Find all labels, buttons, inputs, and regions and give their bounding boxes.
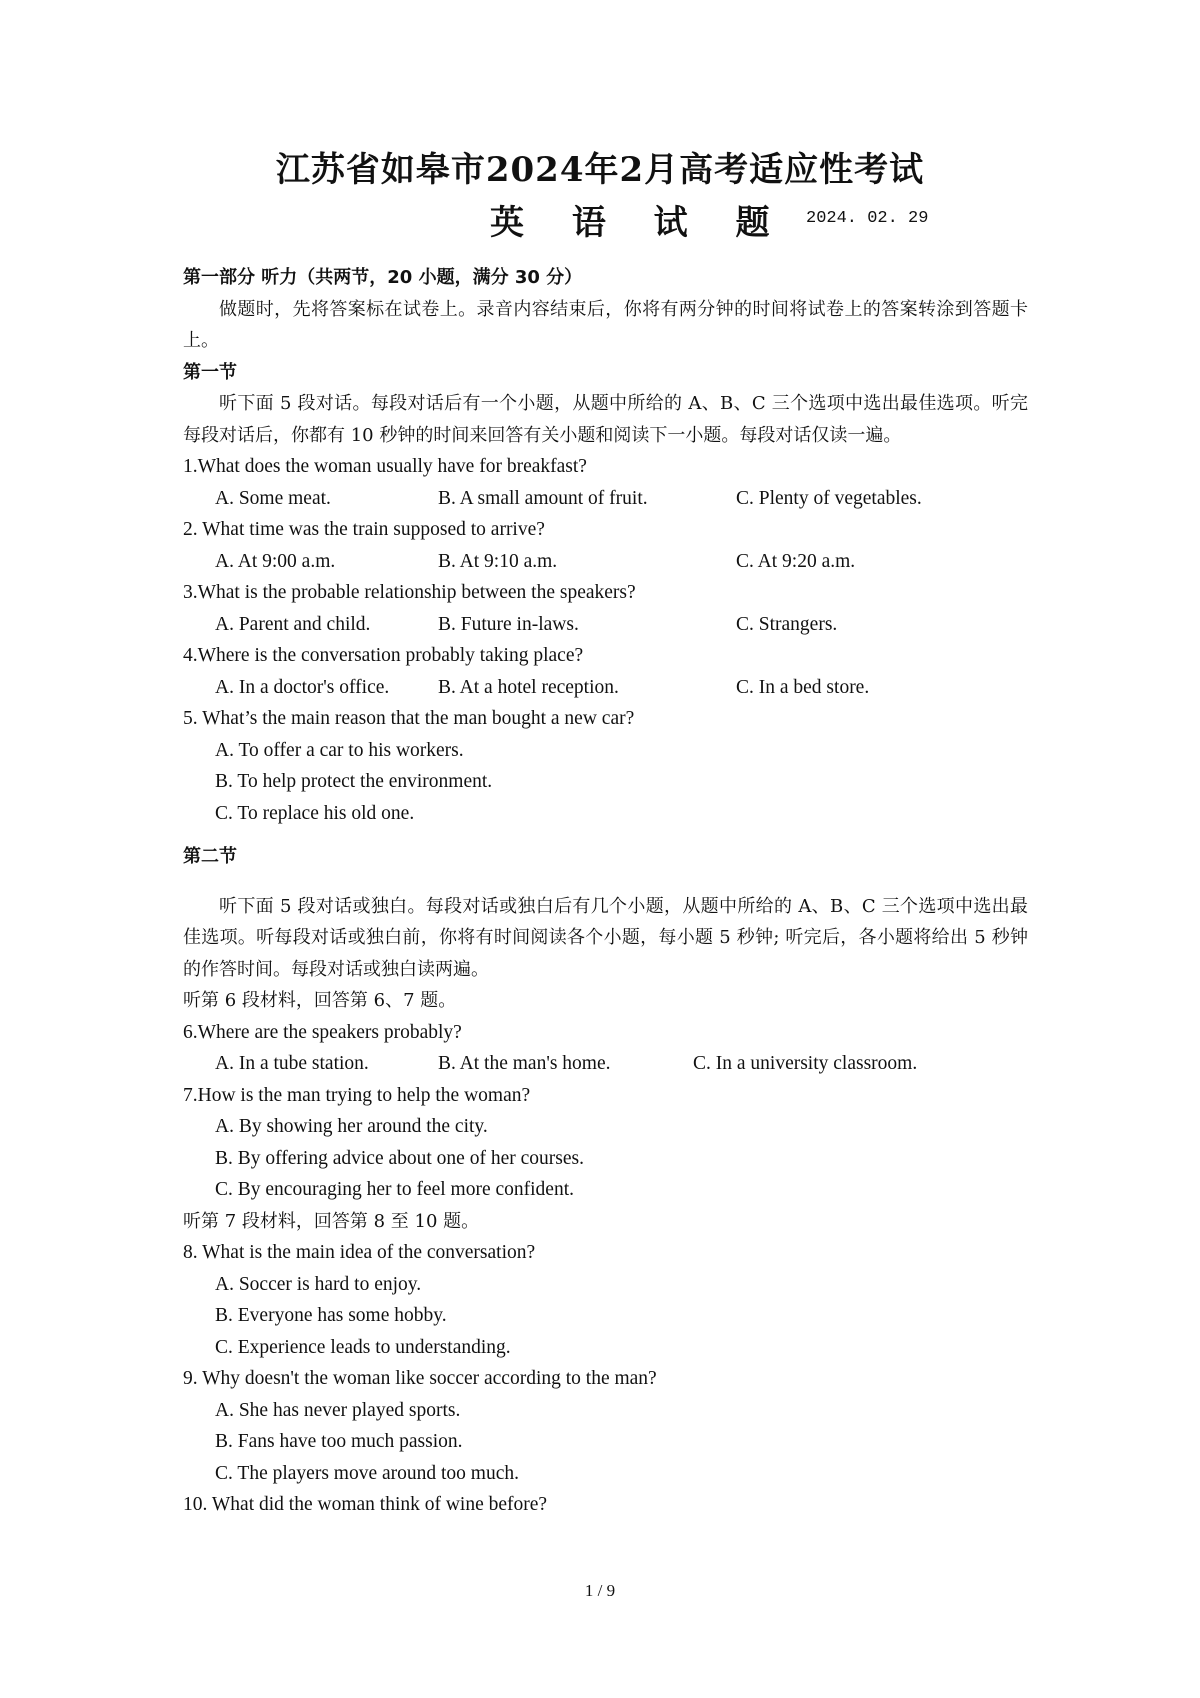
section2-instruction: 听下面 5 段对话或独白。每段对话或独白后有几个小题，从题中所给的 A、B、C 三个选项中选出最佳选项。听每段对话或独白前，你将有时间阅读各个小题，每小题 5 秒钟; 听完后，各小题将给出 5 秒钟的作答时间。每段对话或独白读两遍。 (183, 895, 1028, 980)
part1-heading: 第一部分 听力（共两节，20 小题，满分 30 分） (183, 267, 583, 288)
question-4-options (183, 672, 1028, 704)
option-b: B. By offering advice about one of her courses. (215, 1147, 584, 1169)
question-9: 9. Why doesn't the woman like soccer according to the man? (183, 1368, 657, 1389)
question-6: 6.Where are the speakers probably? (183, 1021, 462, 1043)
option-a: A. In a doctor's office. (215, 676, 390, 698)
option-c: C. At 9:20 a.m. (736, 550, 856, 572)
question-10: 10. What did the woman think of wine before? (183, 1494, 548, 1515)
question-1-options (183, 483, 1028, 515)
option-a: A. Soccer is hard to enjoy. (215, 1273, 422, 1295)
option-c: C. Plenty of vegetables. (736, 487, 922, 509)
exam-title: 江苏省如皋市2024年2月高考适应性考试 (275, 150, 925, 190)
option-c: C. Strangers. (736, 613, 838, 635)
option-c: C. In a university classroom. (693, 1053, 918, 1074)
question-8: 8. What is the main idea of the conversation? (183, 1242, 536, 1263)
question-1: 1.What does the woman usually have for breakfast? (183, 456, 587, 477)
question-5: 5. What’s the main reason that the man bought a new car? (183, 708, 635, 729)
part1-instruction: 做题时，先将答案标在试卷上。录音内容结束后，你将有两分钟的时间将试卷上的答案转涂到答题卡上。 (183, 298, 1028, 351)
option-b: B. Fans have too much passion. (215, 1431, 463, 1452)
option-c: C. To replace his old one. (215, 802, 415, 824)
option-b: B. Everyone has some hobby. (215, 1305, 447, 1326)
question-3-options (183, 609, 1028, 641)
option-a: A. To offer a car to his workers. (215, 739, 464, 761)
material-6-note: 听第 6 段材料，回答第 6、7 题。 (183, 990, 457, 1011)
question-3: 3.What is the probable relationship between the speakers? (183, 582, 636, 603)
question-4: 4.Where is the conversation probably taking place? (183, 645, 584, 666)
section1-instruction: 听下面 5 段对话。每段对话后有一个小题，从题中所给的 A、B、C 三个选项中选出最佳选项。听完每段对话后，你都有 10 秒钟的时间来回答有关小题和阅读下一小题。每段对话仅读一遍。 (183, 393, 1028, 446)
question-2: 2. What time was the train supposed to arrive? (183, 519, 545, 540)
option-c: C. The players move around too much. (215, 1462, 519, 1484)
option-b: B. At 9:10 a.m. (438, 550, 558, 572)
exam-date: 2024. 02. 29 (806, 209, 929, 228)
exam-content (183, 262, 1028, 1521)
option-a: A. Parent and child. (215, 613, 371, 635)
exam-subtitle: 英 语 试 题 (490, 203, 788, 243)
section2-heading: 第二节 (183, 846, 237, 867)
option-c: C. In a bed store. (736, 676, 870, 698)
question-2-options (183, 546, 1028, 578)
question-7: 7.How is the man trying to help the woman? (183, 1084, 531, 1106)
option-b: B. At a hotel reception. (438, 676, 619, 698)
option-a: A. By showing her around the city. (215, 1116, 488, 1137)
question-6-options (183, 1048, 1028, 1080)
option-c: C. By encouraging her to feel more confident. (215, 1179, 575, 1200)
option-b: B. Future in-laws. (438, 613, 579, 635)
section1-heading: 第一节 (183, 361, 237, 383)
page-number: 1 / 9 (584, 1581, 616, 1600)
material-7-note: 听第 7 段材料，回答第 8 至 10 题。 (183, 1210, 480, 1232)
option-a: A. She has never played sports. (215, 1399, 461, 1421)
option-a: A. In a tube station. (215, 1053, 369, 1074)
option-a: A. At 9:00 a.m. (215, 550, 336, 572)
option-a: A. Some meat. (215, 487, 331, 509)
option-c: C. Experience leads to understanding. (215, 1336, 511, 1358)
option-b: B. To help protect the environment. (215, 771, 493, 792)
option-b: B. A small amount of fruit. (438, 487, 648, 509)
option-b: B. At the man's home. (438, 1053, 611, 1074)
